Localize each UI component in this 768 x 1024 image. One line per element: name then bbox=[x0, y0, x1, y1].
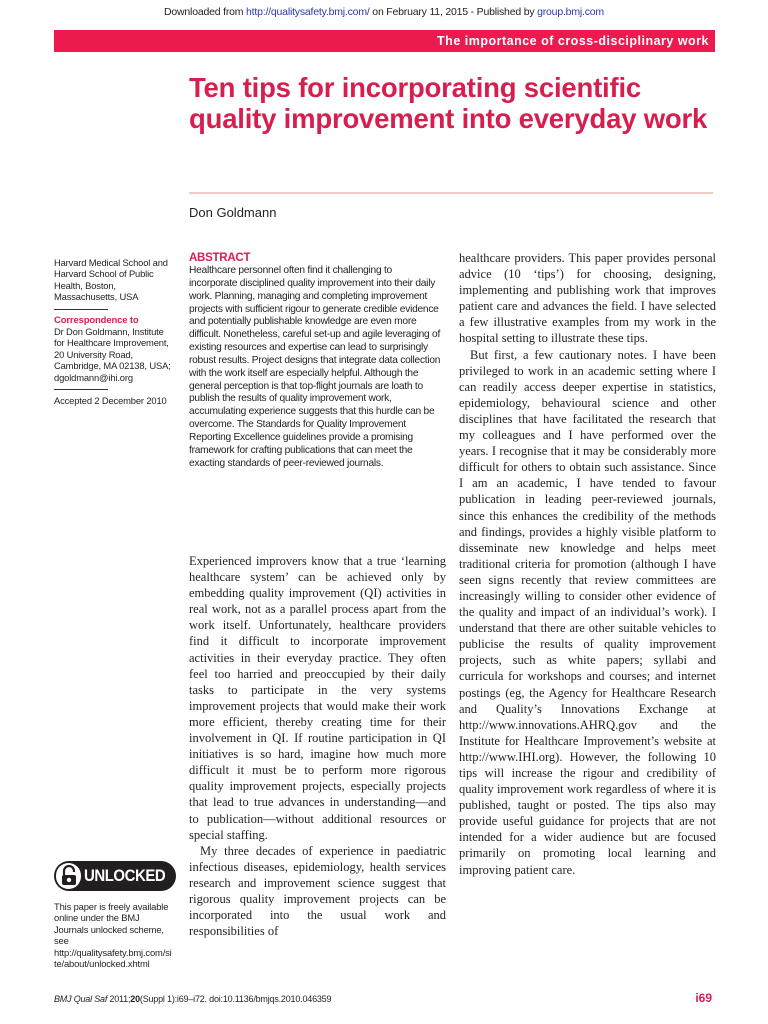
site-link[interactable]: http://qualitysafety.bmj.com/ bbox=[246, 6, 370, 18]
download-middle: on February 11, 2015 - Published by bbox=[369, 6, 538, 18]
accepted-date: Accepted 2 December 2010 bbox=[54, 395, 167, 407]
journal-name: BMJ Qual Saf bbox=[54, 994, 108, 1004]
unlocked-note: This paper is freely available online under the BMJ Journals unlocked scheme, see http://qualitysafety.bmj.com/site/about/unlocked.xhtml bbox=[54, 901, 172, 970]
citation-year: 2011; bbox=[107, 994, 131, 1004]
citation-volume: 20 bbox=[130, 994, 140, 1004]
download-notice bbox=[0, 6, 768, 18]
publisher-link[interactable]: group.bmj.com bbox=[537, 6, 604, 18]
title-divider bbox=[189, 192, 713, 194]
affiliation: Harvard Medical School and Harvard School of Public Health, Boston, Massachusetts, USA bbox=[54, 257, 168, 303]
article-title: Ten tips for incorporating scientific quality improvement into everyday work bbox=[189, 72, 708, 134]
margin-divider bbox=[54, 389, 108, 390]
abstract-text: Healthcare personnel often find it challenging to incorporate disciplined quality improvement into their daily work. Planning, managing and completing improvement projects with sufficient rigour to generate credible evidence and potentially publishable knowledge are even more difficult. Nonetheless, careful set-up and agile leveraging of existing resources and expertise can lead to surprisingly robust results. Project designs that integrate data collection with the work itself are especially helpful. Although the general perception is that top-flight journals are loath to publish the results of quality improvement work, accumulating experience suggests that this hurdle can be overcome. The Standards for Quality Improvement Reporting Excellence guidelines provide a promising framework for crafting publications that can meet the exacting standards of peer-reviewed journals. bbox=[189, 265, 441, 469]
body-column-left bbox=[189, 553, 446, 939]
citation-rest: (Suppl 1):i69–i72. doi:10.1136/bmjqs.2010.046359 bbox=[139, 994, 332, 1004]
margin-notes bbox=[54, 257, 174, 406]
body-paragraph: My three decades of experience in paediatric infectious diseases, epidemiology, health services research and improvement science suggest that rigorous quality improvement projects can be incorporated into the usual work and responsibilities of bbox=[189, 843, 446, 939]
unlocked-badge bbox=[54, 861, 176, 891]
correspondence-address: Dr Don Goldmann, Institute for Healthcare Improvement, 20 University Road, Cambridge, MA 02138, USA; dgoldmann@ihi.org bbox=[54, 326, 171, 383]
body-paragraph: But first, a few cautionary notes. I have been privileged to work in an academic setting where I can readily access deeper expertise in statistics, epidemiology, behavioural science and other disciplines that have facilitated the research that my colleagues and I have performed over the years. I recognise that it may be considerably more difficult for others to obtain such assistance. Since I am an academic, I have tended to favour publication in leading peer-reviewed journals, since this enhances the credibility of the methods and findings, provides a highly visible platform to disseminate new knowledge and helps meet traditional criteria for promotion (although I have seen signs recently that review committees are increasingly willing to consider other evidence of the quality and impact of an individual’s work). I understand that there are other suitable vehicles to publicise the results of quality improvement projects, such as white papers; syllabi and curricula for workshops and courses; and internet postings (eg, the Agency for Healthcare Research and Quality’s Innovations Exchange at http://www.innovations.AHRQ.gov and the Institute for Healthcare Improvement’s website at http://www.IHI.org). However, the following 10 tips will increase the rigour and credibility of quality improvement work regardless of where it is published, taught or posted. The tips also may provide useful guidance for projects that are not intended for a wider audience but are focused primarily on promoting local learning and improving patient care. bbox=[459, 347, 716, 877]
body-paragraph: Experienced improvers know that a true ‘learning healthcare system’ can be achieved only by embedding quality improvement (QI) activities in real work, not as a parallel process apart from the work itself. Unfortunately, healthcare providers find it difficult to incorporate improvement activities in their everyday practice. They often feel too harried and preoccupied by their daily tasks to participate in the very systems improvement projects that would make their work more efficient, thereby creating time for their involvement in QI. If routine participation in QI initiatives is so hard, imagine how much more difficult it must be to perform more rigorous quality improvement projects, especially projects that lead to true advances in understanding—and to publication—without additional resources or special staffing. bbox=[189, 554, 446, 842]
author-name: Don Goldmann bbox=[189, 205, 277, 220]
open-padlock-icon bbox=[56, 863, 81, 889]
unlocked-label: UNLOCKED bbox=[83, 866, 165, 885]
correspondence-heading: Correspondence to bbox=[54, 314, 139, 326]
margin-divider bbox=[54, 309, 108, 310]
page-number: i69 bbox=[695, 991, 712, 1005]
abstract bbox=[189, 252, 441, 471]
body-column-right bbox=[459, 250, 716, 878]
abstract-heading: ABSTRACT bbox=[189, 252, 251, 264]
download-prefix: Downloaded from bbox=[164, 6, 247, 18]
body-paragraph: healthcare providers. This paper provides personal advice (10 ‘tips’) for choosing, designing, implementing and publishing work that improves patient care and advances the field. I have selected a few illustrative examples from my work in the hospital setting to illustrate these tips. bbox=[459, 251, 716, 346]
section-band: The importance of cross-disciplinary work bbox=[54, 30, 715, 52]
footer-citation bbox=[54, 994, 331, 1004]
